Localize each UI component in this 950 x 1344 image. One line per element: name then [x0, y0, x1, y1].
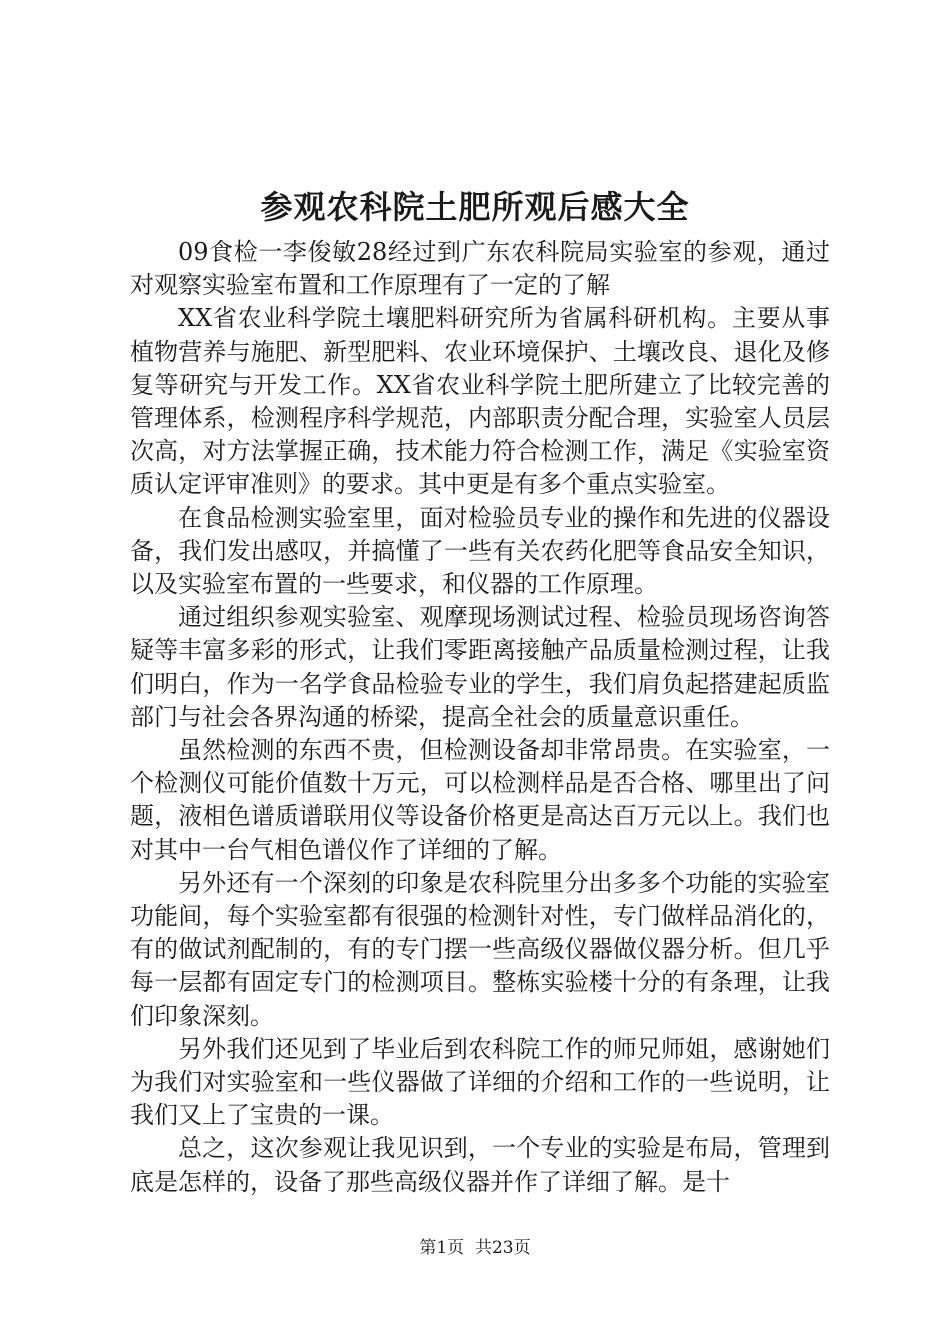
paragraph: 另外我们还见到了毕业后到农科院工作的师兄师姐，感谢她们为我们对实验室和一些仪器做了详细的介绍和工作的一些说明，让我们又上了宝贵的一课。 [130, 1034, 830, 1130]
page-number: 第1页 共23页 [419, 1238, 531, 1258]
paragraph: XX省农业科学院土壤肥料研究所为省属科研机构。主要从事植物营养与施肥、新型肥料、农业环境保护、土壤改良、退化及修复等研究与开发工作。XX省农业科学院土肥所建立了比较完善的管理体系，检测程序科学规范，内部职责分配合理，实验室人员层次高，对方法掌握正确，技术能力符合检测工作，满足《实验室资质认定评审准则》的要求。其中更是有多个重点实验室。 [130, 304, 830, 499]
paragraph: 在食品检测实验室里，面对检验员专业的操作和先进的仪器设备，我们发出感叹，并搞懂了一些有关农药化肥等食品安全知识，以及实验室布置的一些要求，和仪器的工作原理。 [130, 503, 830, 599]
paragraph: 通过组织参观实验室、观摩现场测试过程、检验员现场咨询答疑等丰富多彩的形式，让我们零距离接触产品质量检测过程，让我们明白，作为一名学食品检验专业的学生，我们肩负起搭建起质监部门与社会各界沟通的桥梁，提高全社会的质量意识重任。 [130, 603, 830, 731]
paragraph: 另外还有一个深刻的印象是农科院里分出多多个功能的实验室功能间，每个实验室都有很强的检测针对性，专门做样品消化的，有的做试剂配制的，有的专门摆一些高级仪器做仪器分析。但几乎每一层都有固定专门的检测项目。整栋实验楼十分的有条理，让我们印象深刻。 [130, 868, 830, 1030]
paragraph: 09食检一李俊敏28经过到广东农科院局实验室的参观，通过对观察实验室布置和工作原理有了一定的了解 [130, 238, 830, 300]
paragraph: 总之，这次参观让我见识到，一个专业的实验是布局，管理到底是怎样的，设备了那些高级仪器并作了详细了解。是十 [130, 1134, 830, 1196]
document-title: 参观农科院土肥所观后感大全 [260, 188, 690, 226]
page-footer [0, 1236, 950, 1260]
paragraph: 虽然检测的东西不贵，但检测设备却非常昂贵。在实验室，一个检测仪可能价值数十万元，可以检测样品是否合格、哪里出了问题，液相色谱质谱联用仪等设备价格更是高达百万元以上。我们也对其中一台气相色谱仪作了详细的了解。 [130, 736, 830, 864]
document-body [130, 236, 830, 1199]
